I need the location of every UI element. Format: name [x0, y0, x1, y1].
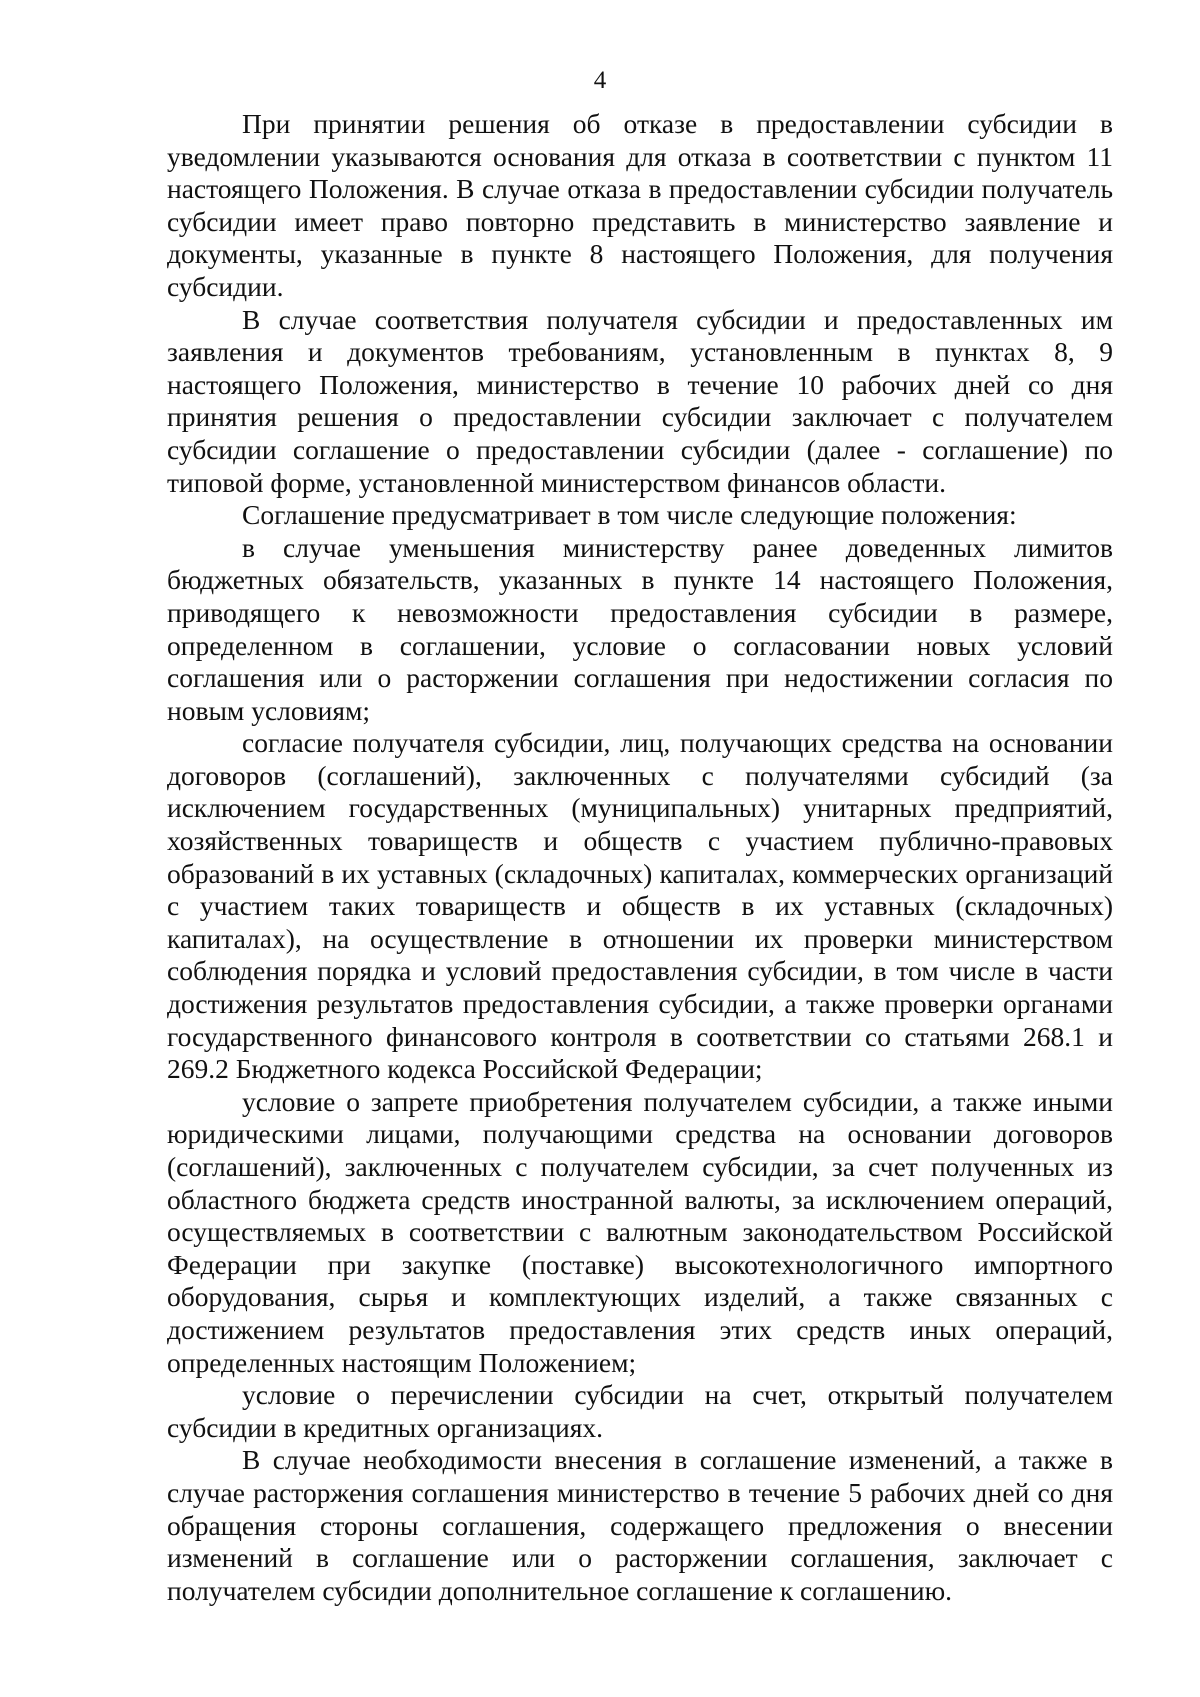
paragraph-consent-inspection: согласие получателя субсидии, лиц, получающих средства на основании договоров (соглашений), заключенных с получателями субсидий (за исключением государственных (муниципальных) унитарных предприятий, хозяйственных товариществ и обществ с участием публично-правовых образований в их уставных (складочных) капиталах, коммерческих организаций с участием таких товариществ и обществ в их уставных (складочных) капиталах), на осуществление в отношении их проверки министерством соблюдения порядка и условий предоставления субсидии, в том числе в части достижения результатов предоставления субсидии, а также проверки органами государственного финансового контроля в соответствии со статьями 268.1 и 269.2 Бюджетного кодекса Российской Федерации; [167, 727, 1113, 1085]
paragraph-refusal-notice: При принятии решения об отказе в предоставлении субсидии в уведомлении указываются основания для отказа в соответствии с пунктом 11 настоящего Положения. В случае отказа в предоставлении субсидии получатель субсидии имеет право повторно представить в министерство заявление и документы, указанные в пункте 8 настоящего Положения, для получения субсидии. [167, 108, 1113, 302]
paragraph-budget-limits: в случае уменьшения министерству ранее доведенных лимитов бюджетных обязательств, указанных в пункте 14 настоящего Положения, приводящего к невозможности предоставления субсидии в размере, определенном в соглашении, условие о согласовании новых условий соглашения или о расторжении соглашения при недостижении согласия по новым условиям; [167, 531, 1113, 726]
paragraph-agreement-conclusion: В случае соответствия получателя субсидии и предоставленных им заявления и документов требованиям, установленным в пунктах 8, 9 настоящего Положения, министерство в течение 10 рабочих дней со дня принятия решения о предоставлении субсидии заключает с получателем субсидии соглашение о предоставлении субсидии (далее - соглашение) по типовой форме, установленной министерством финансов области. [167, 303, 1113, 498]
paragraph-transfer-account: условие о перечислении субсидии на счет, открытый получателем субсидии в кредитных организациях. [167, 1379, 1113, 1443]
paragraph-currency-prohibition: условие о запрете приобретения получателем субсидии, а также иными юридическими лицами, получающими средства на основании договоров (соглашений), заключенных с получателем субсидии, за счет полученных из областного бюджета средств иностранной валюты, за исключением операций, осуществляемых в соответствии с валютным законодательством Российской Федерации при закупке (поставке) высокотехнологичного импортного оборудования, сырья и комплектующих изделий, а также связанных с достижением результатов предоставления этих средств иных операций, определенных настоящим Положением; [167, 1085, 1113, 1378]
paragraph-agreement-provisions: Соглашение предусматривает в том числе следующие положения: [242, 499, 1017, 531]
document-body [167, 108, 1113, 1607]
page-number: 4 [593, 67, 607, 94]
paragraph-amendments: В случае необходимости внесения в соглашение изменений, а также в случае расторжения соглашения министерство в течение 5 рабочих дней со дня обращения стороны соглашения, содержащего предложения о внесении изменений в соглашение или о расторжении соглашения, заключает с получателем субсидии дополнительное соглашение к соглашению. [167, 1444, 1113, 1606]
